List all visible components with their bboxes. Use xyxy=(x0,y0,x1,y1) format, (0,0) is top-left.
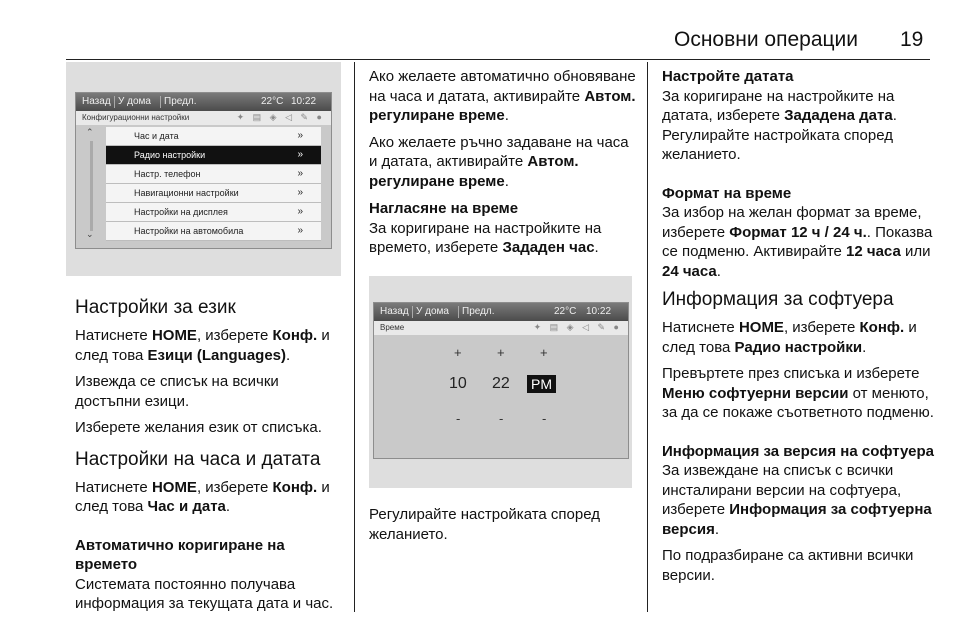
column-2-bottom xyxy=(369,505,639,551)
heading-software-info: Информация за софтуера xyxy=(662,289,894,310)
scroll-up-icon: ⌃ xyxy=(86,127,94,137)
heading-version-info: Информация за версия на софтуера xyxy=(662,442,934,460)
screen-subtitle-bar xyxy=(76,111,331,125)
heading-time-format: Формат на време xyxy=(662,184,792,202)
heading-set-date: Настройте датата xyxy=(662,68,794,85)
screenshot-config-settings xyxy=(66,62,341,276)
paragraph: Регулирайте настройката според желанието. xyxy=(369,506,600,543)
paragraph: Ако желаете автоматично обновяване на часа и датата, активирайте Автом. регулиране време. xyxy=(369,68,636,124)
heading-auto-time: Автоматично коригиране на времето xyxy=(75,536,285,573)
paragraph: За избор на желан формат за време, изберете Формат 12 ч / 24 ч.. Показва се подменю. Активирайте 12 часа или 24 часа. xyxy=(662,204,933,280)
screen-subtitle: Конфигурационни настройки xyxy=(82,113,190,122)
minute-decrement-icon: - xyxy=(499,411,504,426)
paragraph: Ако желаете ръчно задаване на часа и датата, активирайте Автом. регулиране време. xyxy=(369,133,629,190)
infotainment-screen xyxy=(373,302,629,459)
clock: 10:22 xyxy=(291,96,317,107)
favorites-tab: Предл. xyxy=(462,306,495,317)
screen-topbar xyxy=(76,93,331,111)
chevron-right-icon: » xyxy=(297,149,303,160)
back-tab: Назад xyxy=(82,96,111,107)
paragraph: Натиснете HOME, изберете Конф. и след това Езици (Languages). xyxy=(75,327,330,364)
temperature: 22°C xyxy=(261,96,284,107)
screen-subtitle-bar xyxy=(374,321,628,335)
hour-decrement-icon: - xyxy=(456,411,461,426)
column-1 xyxy=(75,296,345,621)
paragraph: Изберете желания език от списъка. xyxy=(75,419,322,436)
status-icons: ✦ ▤ ◈ ◁ ✎ ● xyxy=(236,112,325,122)
paragraph: Натиснете HOME, изберете Конф. и след това Час и дата. xyxy=(75,478,330,515)
ampm-decrement-icon: - xyxy=(542,411,547,426)
favorites-tab: Предл. xyxy=(164,96,197,107)
scrollbar xyxy=(90,141,93,231)
chevron-right-icon: » xyxy=(297,187,303,198)
ampm-value: PM xyxy=(527,375,556,393)
clock: 10:22 xyxy=(586,306,612,317)
menu-item-display-settings: Настройки на дисплея » xyxy=(106,203,321,222)
chevron-right-icon: » xyxy=(297,206,303,217)
column-divider-1 xyxy=(354,62,355,612)
paragraph: Натиснете HOME, изберете Конф. и след това Радио настройки. xyxy=(662,319,917,356)
paragraph: За извеждане на списък с всички инсталирани версии на софтуера, изберете Информация за софтуерна версия. xyxy=(662,462,932,538)
menu-item-vehicle-settings: Настройки на автомобила » xyxy=(106,222,321,241)
hour-value: 10 xyxy=(449,375,467,392)
home-tab: У дома xyxy=(416,306,449,317)
screen-subtitle: Време xyxy=(380,323,405,332)
hour-increment-icon: + xyxy=(454,345,462,360)
page-header-title: Основни операции xyxy=(674,28,859,51)
menu-item-time-date: Час и дата » xyxy=(106,127,321,146)
menu-item-phone-settings: Настр. телефон » xyxy=(106,165,321,184)
minute-increment-icon: + xyxy=(497,345,505,360)
chevron-right-icon: » xyxy=(297,130,303,141)
scroll-down-icon: ⌄ xyxy=(86,229,94,239)
paragraph: Системата постоянно получава информация за текущата дата и час. xyxy=(75,575,334,612)
column-2 xyxy=(369,67,639,265)
settings-menu xyxy=(106,127,321,241)
back-tab: Назад xyxy=(380,306,409,317)
heading-time-date: Настройки на часа и датата xyxy=(75,448,321,470)
paragraph: По подразбиране са активни всички версии. xyxy=(662,547,914,584)
paragraph: За коригиране на настройките на датата, изберете Зададена дата. Регулирайте настройката според желанието. xyxy=(662,87,897,163)
menu-item-navigation-settings: Навигационни настройки » xyxy=(106,184,321,203)
paragraph: За коригиране на настройките на времето, изберете Зададен час. xyxy=(369,219,602,256)
screen-topbar xyxy=(374,303,628,321)
column-3 xyxy=(662,67,934,592)
chevron-right-icon: » xyxy=(297,168,303,179)
status-icons: ✦ ▤ ◈ ◁ ✎ ● xyxy=(533,322,622,332)
infotainment-screen xyxy=(75,92,332,249)
ampm-increment-icon: + xyxy=(540,345,548,360)
home-tab: У дома xyxy=(118,96,151,107)
column-divider-2 xyxy=(647,62,648,612)
page-number: 19 xyxy=(900,28,924,51)
menu-item-radio-settings: Радио настройки » xyxy=(106,146,321,165)
heading-set-time: Нагласяне на време xyxy=(369,200,519,217)
heading-language: Настройки за език xyxy=(75,297,236,318)
minute-value: 22 xyxy=(492,375,510,392)
screenshot-time-setting xyxy=(369,276,632,488)
temperature: 22°C xyxy=(554,306,577,317)
paragraph: Извежда се списък на всички достъпни езици. xyxy=(75,373,279,410)
chevron-right-icon: » xyxy=(297,225,303,236)
paragraph: Превъртете през списъка и изберете Меню софтуерни версии от менюто, за да се покаже съответното подменю. xyxy=(662,365,934,421)
header-rule xyxy=(66,59,930,60)
